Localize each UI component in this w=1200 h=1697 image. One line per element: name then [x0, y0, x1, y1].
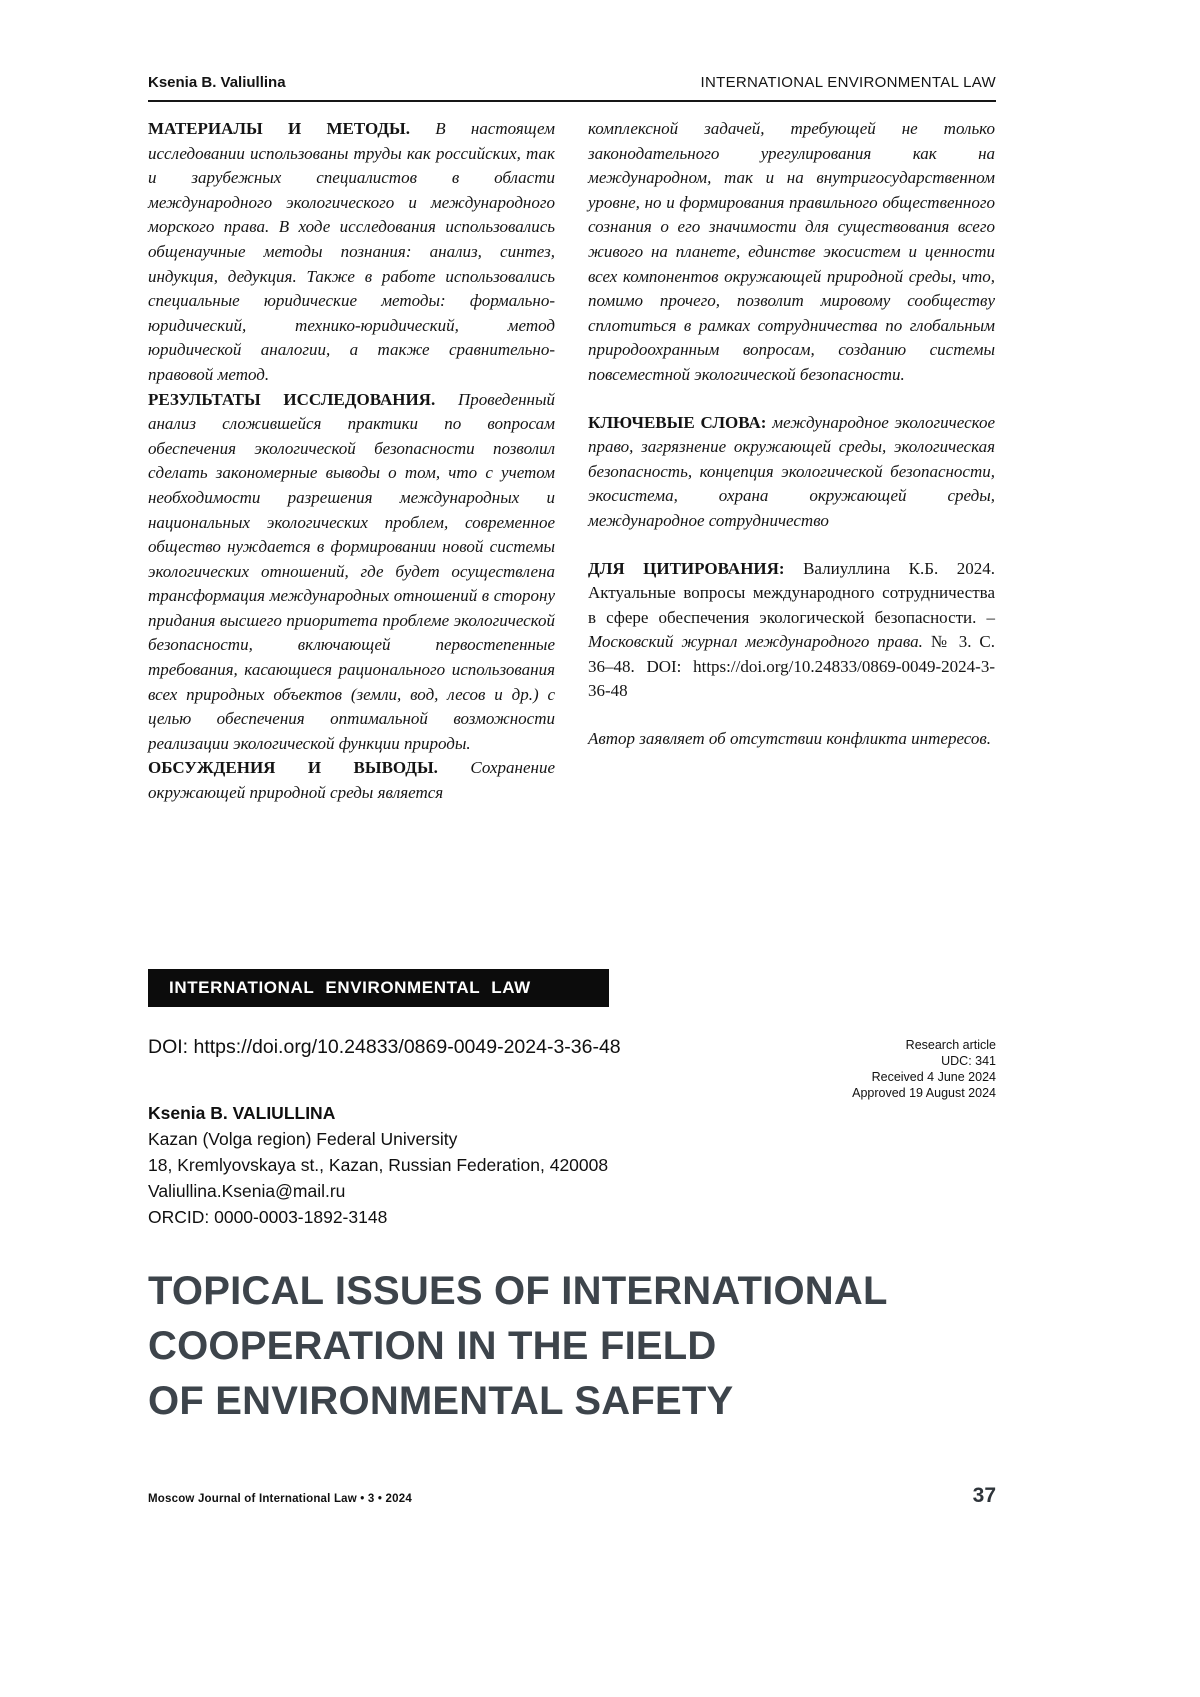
citation-paragraph — [588, 557, 995, 705]
discussion-continuation-paragraph — [588, 117, 995, 388]
article-title-line-2: COOPERATION IN THE FIELD — [148, 1324, 717, 1368]
article-meta — [148, 1037, 996, 1101]
author-orcid: ORCID: 0000-0003-1892-3148 — [148, 1207, 388, 1227]
approved-date: Approved 19 August 2024 — [852, 1086, 996, 1100]
footer-page-number: 37 — [972, 1484, 996, 1507]
udc-number: UDC: 341 — [941, 1054, 996, 1068]
received-date: Received 4 June 2024 — [871, 1070, 996, 1084]
discussion-heading: ОБСУЖДЕНИЯ И ВЫВОДЫ. — [148, 758, 438, 778]
doi-link[interactable]: DOI: https://doi.org/10.24833/0869-0049-2024-3-36-48 — [148, 1036, 621, 1058]
discussion-continuation-text: комплексной задачей, требующей не только законодательного урегулирования как на международном, так и на внутригосударственном уровне, но и формирования правильного общественного сознания о его значимости для существования всего живого на планете, единстве экосистем и ценности всех компонентов окружающей природной среды, что, помимо прочего, позволит мировому сообществу сплотиться в рамках сотрудничества по глобальным природоохранным вопросам, созданию системы повсеместной экологической безопасности. — [588, 119, 995, 384]
abstract-column-left — [148, 117, 555, 806]
conflict-statement-text: Автор заявляет об отсутствии конфликта интересов. — [588, 729, 992, 749]
footer-journal-line: Moscow Journal of International Law • 3 • 2024 — [148, 1493, 412, 1505]
author-affiliation: Kazan (Volga region) Federal University — [148, 1129, 458, 1149]
citation-journal-name: Московский журнал международного права. — [588, 632, 923, 652]
article-type: Research article — [905, 1038, 996, 1052]
keywords-text: международное экологическое право, загрязнение окружающей среды, экологическая безопасность, концепция экологической безопасности, экосистема, охрана окружающей среды, международное сотрудничество — [588, 412, 996, 530]
keywords-paragraph — [588, 411, 995, 534]
discussion-text: Сохранение окружающей природной среды является — [148, 758, 555, 803]
author-email[interactable]: Valiullina.Ksenia@mail.ru — [148, 1181, 346, 1201]
abstract-columns — [148, 117, 996, 806]
citation-text-start: Валиуллина К.Б. 2024. Актуальные вопросы международного сотрудничества в сфере обеспечения экологической безопасности. – — [588, 558, 995, 627]
running-head-section: INTERNATIONAL ENVIRONMENTAL LAW — [700, 74, 996, 91]
page-footer — [148, 1484, 996, 1508]
conflict-statement-paragraph — [588, 727, 995, 752]
article-title — [148, 1264, 948, 1429]
materials-methods-heading: МАТЕРИАЛЫ И МЕТОДЫ. — [148, 119, 410, 138]
running-head — [148, 74, 996, 102]
author-block — [148, 1100, 608, 1230]
article-title-line-3: OF ENVIRONMENTAL SAFETY — [148, 1379, 734, 1423]
author-address: 18, Kremlyovskaya st., Kazan, Russian Federation, 420008 — [148, 1155, 609, 1175]
author-name: Ksenia B. VALIULLINA — [148, 1103, 336, 1123]
article-title-line-1: TOPICAL ISSUES OF INTERNATIONAL — [148, 1269, 888, 1313]
section-banner-label: INTERNATIONAL ENVIRONMENTAL LAW — [169, 978, 531, 997]
materials-methods-text: В настоящем исследовании использованы труды как российских, так и зарубежных специалистов в области международного экологического и международного морского права. В ходе исследования использовались общенаучные методы познания: анализ, синтез, индукция, дедукция. Также в работе использовались специальные юридические методы: формально-юридический, технико-юридический, метод юридической аналогии, а также сравнительно-правовой метод. — [148, 119, 556, 384]
discussion-paragraph — [148, 756, 555, 805]
results-heading: РЕЗУЛЬТАТЫ ИССЛЕДОВАНИЯ. — [148, 389, 436, 409]
running-head-author: Ksenia B. Valiullina — [148, 74, 286, 91]
keywords-heading: КЛЮЧЕВЫЕ СЛОВА: — [588, 412, 767, 432]
citation-heading: ДЛЯ ЦИТИРОВАНИЯ: — [588, 558, 785, 578]
section-banner — [148, 969, 609, 1007]
citation-text-end: № 3. С. 36–48. DOI: https://doi.org/10.24833/0869-0049-2024-3-36-48 — [588, 632, 996, 701]
results-paragraph — [148, 388, 555, 757]
results-text: Проведенный анализ сложившейся практики по вопросам обеспечения экологической безопасности позволил сделать закономерные выводы о том, что с учетом необходимости разрешения международных и национальных экологических проблем, современное общество нуждается в формировании новой системы экологических отношений, где будет осуществлена трансформация международных отношений в сторону придания высшего приоритета проблеме экологической безопасности, включающей первостепенные требования, касающиеся рационального использования всех природных объектов (земли, вод, лесов и др.) с целью обеспечения оптимальной возможности реализации экологической функции природы. — [148, 389, 555, 753]
abstract-column-right — [588, 117, 995, 806]
materials-methods-paragraph — [148, 117, 555, 388]
